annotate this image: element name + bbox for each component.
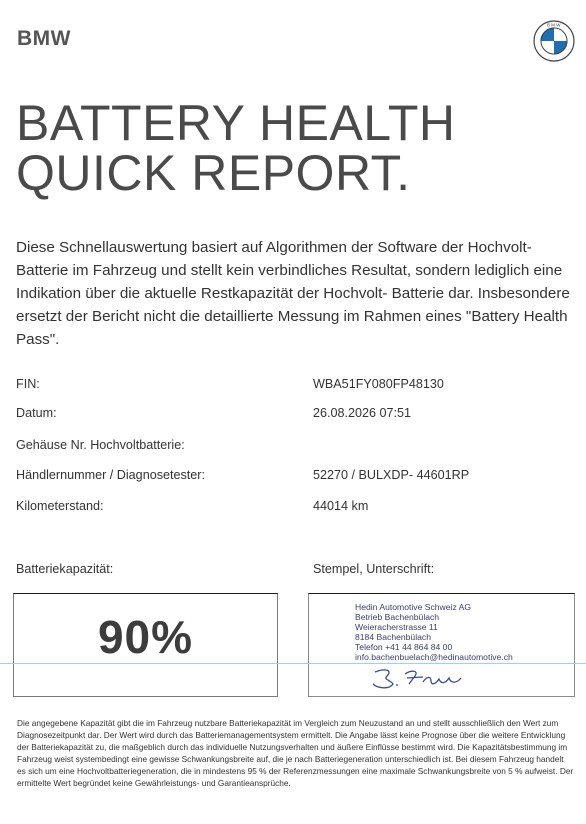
svg-text:B M W: B M W	[547, 22, 561, 28]
intro-paragraph: Diese Schnellauswertung basiert auf Algorithmen der Software der Hochvolt- Batterie im Fahrzeug und stellt kein verbindliches Resultat, sondern lediglich eine Indikation über die aktuelle Restkapazität der Hochvolt- Batterie dar. Insbesondere ersetzt der Bericht nicht die detaillierte Messung im Rahmen eines "Battery Health Pass".	[16, 239, 570, 348]
title-line-1: BATTERY HEALTH	[16, 95, 456, 151]
stamp-street: Weieracherstrasse 11	[355, 622, 438, 632]
dealer-value: 52270 / BULXDP- 44601RP	[313, 468, 470, 482]
stamp-signature-label: Stempel, Unterschrift:	[313, 562, 435, 576]
stamp-phone: Telefon +41 44 864 84 00	[355, 642, 453, 652]
battery-capacity-value: 90%	[97, 611, 194, 663]
battery-capacity-label: Batteriekapazität:	[16, 562, 114, 576]
fin-label: FIN:	[16, 377, 40, 391]
stamp-branch: Betrieb Bachenbülach	[355, 612, 440, 622]
stamp-company: Hedin Automotive Schweiz AG	[355, 602, 472, 612]
fin-value: WBA51FY080FP48130	[313, 377, 444, 391]
battery-housing-label: Gehäuse Nr. Hochvoltbatterie:	[16, 438, 185, 452]
dealer-stamp-box	[308, 593, 575, 697]
disclaimer-text: Die angegebene Kapazität gibt die im Fahrzeug nutzbare Batteriekapazität im Vergleich zum Neuzustand an und stellt ausschließlich den Wert zum Diagnosezeitpunkt dar. Der Wert wird durch das Batteriemanagementsystem ermittelt. Die Angabe lässt keine Prognose über die weitere Entwicklung der Batteriekapazität zu, die maßgeblich durch das individuelle Nutzungsverhalten und äußere Einflüsse bestimmt wird. Die Kapazitätsbestimmung im Fahrzeug weist systembedingt eine gewisse Schwankungsbreite auf, die je nach Batteriegeneration unterschiedlich ist. Bei diesem Fahrzeug handelt es sich um eine Hochvoltbatteriegeneration, die in mindestens 95 % der Referenzmessungen eine maximale Schwankungsbreite von 5 % aufweist. Der ermittelte Wert begründet keine Gewährleistungs- und Garantieansprüche.	[17, 718, 574, 788]
mileage-label: Kilometerstand:	[16, 499, 104, 513]
report-title	[16, 95, 576, 201]
battery-capacity-box	[13, 593, 278, 697]
scan-artifact-line	[0, 663, 586, 664]
handwritten-signature	[371, 666, 481, 690]
stamp-email: info.bachenbuelach@hedinautomotive.ch	[355, 652, 513, 662]
title-line-2: QUICK REPORT.	[16, 145, 411, 201]
bmw-roundel-icon	[533, 20, 575, 62]
dealer-stamp	[355, 602, 513, 662]
date-value: 26.08.2026 07:51	[313, 406, 412, 420]
brand-wordmark: BMW	[17, 27, 71, 50]
date-label: Datum:	[16, 406, 57, 420]
dealer-label: Händlernummer / Diagnosetester:	[16, 468, 205, 482]
stamp-city: 8184 Bachenbülach	[355, 632, 431, 642]
mileage-value: 44014 km	[313, 499, 369, 513]
